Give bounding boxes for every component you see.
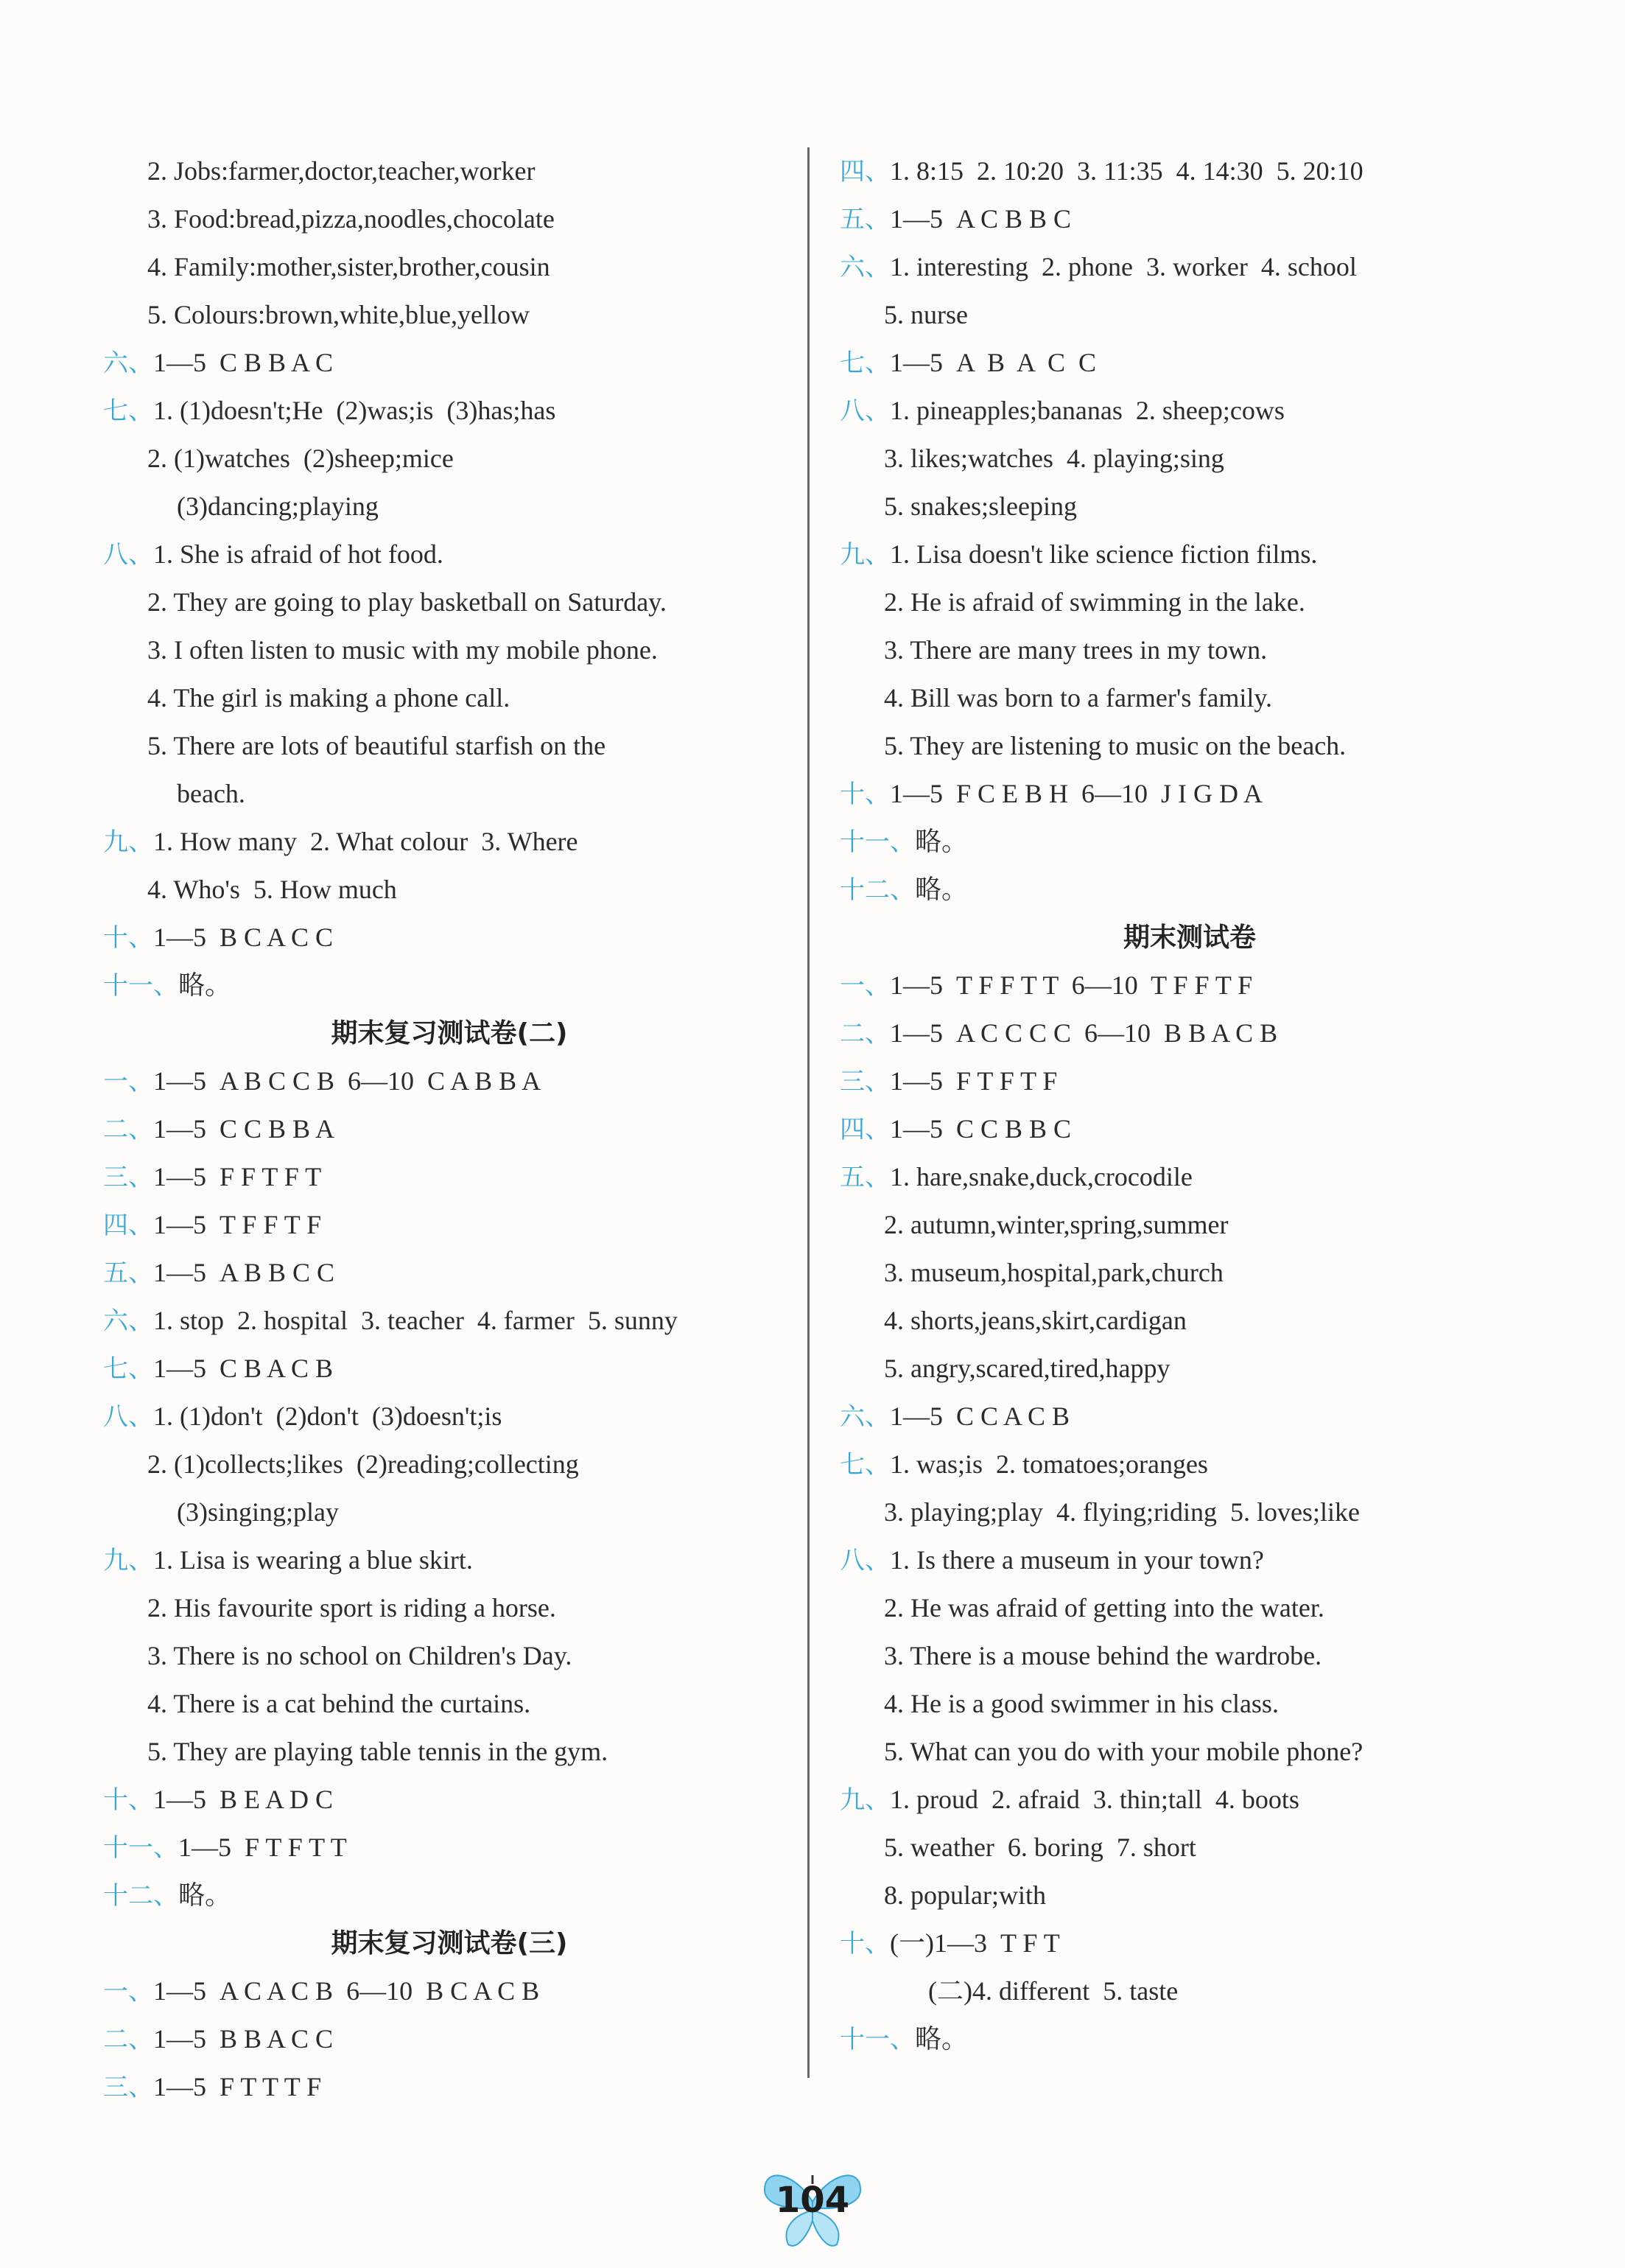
answer-text: 1—5 F T F T F — [890, 1066, 1058, 1096]
question-number: 十、 — [840, 780, 890, 809]
answer-continuation-line — [840, 626, 1540, 674]
answer-text: 1—5 F C E B H 6—10 J I G D A — [890, 779, 1263, 808]
answer-continuation-line — [840, 1632, 1540, 1680]
answer-text: 4. There is a cat behind the curtains. — [147, 1689, 531, 1718]
question-number: 九、 — [840, 1785, 890, 1815]
question-number: 三、 — [103, 1163, 153, 1192]
answer-continuation-line — [103, 291, 796, 339]
answer-text: 4. shorts,jeans,skirt,cardigan — [884, 1306, 1187, 1335]
question-number: 一、 — [840, 971, 890, 1001]
answer-text: 略。 — [915, 2024, 969, 2054]
question-answer-line — [840, 962, 1540, 1009]
answer-text: 8. popular;with — [884, 1880, 1046, 1910]
question-answer-line — [103, 962, 796, 1009]
answer-text: 4. He is a good swimmer in his class. — [884, 1689, 1279, 1718]
question-number: 六、 — [103, 349, 153, 378]
answer-text: 3. There are many trees in my town. — [884, 635, 1268, 665]
answer-text: beach. — [177, 779, 245, 808]
answer-text: 3. playing;play 4. flying;riding 5. loves;like — [884, 1497, 1360, 1527]
answer-continuation-line — [103, 866, 796, 914]
answer-text: (3)singing;play — [177, 1497, 339, 1527]
question-number: 七、 — [840, 349, 890, 378]
question-number: 八、 — [103, 540, 153, 570]
answer-continuation-line — [103, 722, 796, 770]
question-answer-line — [840, 1536, 1540, 1584]
answer-continuation-line — [103, 147, 796, 195]
answer-text: 1—5 C B B A C — [153, 348, 334, 377]
question-number: 十一、 — [103, 971, 178, 1001]
answer-continuation-line — [840, 1728, 1540, 1776]
question-answer-line — [840, 1009, 1540, 1057]
question-answer-line — [103, 1824, 796, 1872]
answer-text: 4. Family:mother,sister,brother,cousin — [147, 252, 550, 281]
question-number: 二、 — [103, 1115, 153, 1144]
answer-continuation-line — [103, 1632, 796, 1680]
answer-text: 1—5 B E A D C — [153, 1785, 334, 1814]
answer-text: 2. autumn,winter,spring,summer — [884, 1210, 1229, 1239]
question-number: 五、 — [840, 1163, 890, 1192]
answer-text: 1—5 C C B B A — [153, 1114, 335, 1144]
question-number: 七、 — [840, 1450, 890, 1480]
answer-text: 3. There is no school on Children's Day. — [147, 1641, 572, 1670]
question-number: 九、 — [103, 827, 153, 857]
answer-text: 1. was;is 2. tomatoes;oranges — [890, 1449, 1208, 1479]
question-number: 六、 — [840, 253, 890, 282]
answer-text: 2. His favourite sport is riding a horse. — [147, 1593, 556, 1623]
question-number: 四、 — [840, 157, 890, 186]
question-answer-line — [840, 1393, 1540, 1441]
question-answer-line — [840, 531, 1540, 578]
answer-text: 略。 — [915, 875, 969, 904]
answer-text: 1. How many 2. What colour 3. Where — [153, 827, 578, 856]
answer-text: 2. (1)watches (2)sheep;mice — [147, 444, 454, 473]
answer-continuation-line — [103, 195, 796, 243]
answer-text: 5. They are listening to music on the beach. — [884, 731, 1347, 760]
question-answer-line — [103, 1153, 796, 1201]
question-answer-line — [103, 1872, 796, 1919]
answer-continuation-line — [840, 722, 1540, 770]
question-answer-line — [103, 1201, 796, 1249]
answer-continuation-line — [103, 674, 796, 722]
answer-text: 1. stop 2. hospital 3. teacher 4. farmer 5. sunny — [153, 1306, 678, 1335]
question-answer-line — [103, 1057, 796, 1105]
question-answer-line — [840, 1919, 1540, 1967]
answer-text: 1—5 T F F T F — [153, 1210, 322, 1239]
answer-continuation-line — [840, 1824, 1540, 1872]
answer-text: 1—5 A C B B C — [890, 204, 1072, 234]
question-number: 八、 — [840, 396, 890, 426]
section-heading: 期末复习测试卷(三) — [331, 1928, 568, 1959]
question-number: 十二、 — [840, 875, 915, 905]
answer-text: 1. She is afraid of hot food. — [153, 539, 443, 569]
question-number: 五、 — [840, 205, 890, 234]
question-number: 三、 — [840, 1067, 890, 1096]
answer-text: 2. He was afraid of getting into the water. — [884, 1593, 1324, 1623]
section-heading: 期末测试卷 — [1123, 923, 1256, 953]
answer-continuation-line — [103, 1584, 796, 1632]
answer-text: 3. Food:bread,pizza,noodles,chocolate — [147, 204, 555, 234]
answer-text: (一)1—3 T F T — [890, 1928, 1060, 1958]
answer-text: 1. proud 2. afraid 3. thin;tall 4. boots — [890, 1785, 1299, 1814]
question-number: 七、 — [103, 1354, 153, 1384]
question-number: 八、 — [840, 1546, 890, 1575]
question-answer-line — [840, 1057, 1540, 1105]
answer-text: 5. angry,scared,tired,happy — [884, 1354, 1171, 1383]
answer-text: 1. Is there a museum in your town? — [890, 1545, 1264, 1575]
answer-text: 1—5 F T F T T — [178, 1833, 347, 1862]
answer-continuation-line — [840, 291, 1540, 339]
answer-continuation-line — [840, 1488, 1540, 1536]
question-answer-line — [103, 1776, 796, 1824]
question-answer-line — [103, 1105, 796, 1153]
answer-text: 5. They are playing table tennis in the gym. — [147, 1737, 608, 1766]
question-answer-line — [103, 1967, 796, 2015]
question-answer-line — [103, 2063, 796, 2111]
answer-continuation-line — [840, 1967, 1540, 2015]
answer-continuation-line — [103, 1680, 796, 1728]
question-number: 六、 — [103, 1306, 153, 1336]
question-number: 十、 — [103, 1785, 153, 1815]
answer-text: 略。 — [178, 970, 232, 1000]
answer-continuation-line — [840, 674, 1540, 722]
answer-text: 3. likes;watches 4. playing;sing — [884, 444, 1224, 473]
question-answer-line — [840, 339, 1540, 387]
answer-text: 1—5 A B A C C — [890, 348, 1097, 377]
answer-continuation-line — [840, 1201, 1540, 1249]
question-answer-line — [103, 818, 796, 866]
question-number: 十、 — [103, 923, 153, 953]
answer-text: 1. pineapples;bananas 2. sheep;cows — [890, 396, 1285, 425]
question-number: 四、 — [840, 1115, 890, 1144]
answer-continuation-line — [840, 1249, 1540, 1297]
question-number: 二、 — [840, 1019, 890, 1049]
question-answer-line — [840, 147, 1540, 195]
question-number: 十一、 — [103, 1833, 178, 1863]
question-answer-line — [103, 914, 796, 962]
question-number: 二、 — [103, 2025, 153, 2054]
question-answer-line — [103, 1345, 796, 1393]
answer-text: 1—5 C B A C B — [153, 1354, 334, 1383]
question-number: 十二、 — [103, 1881, 178, 1911]
question-number: 十、 — [840, 1929, 890, 1959]
answer-text: 1. Lisa is wearing a blue skirt. — [153, 1545, 473, 1575]
answer-continuation-line — [840, 435, 1540, 483]
answer-continuation-line — [103, 1488, 796, 1536]
answer-continuation-line — [103, 578, 796, 626]
column-divider — [807, 147, 810, 2078]
answer-text: 5. snakes;sleeping — [884, 491, 1077, 521]
question-answer-line — [103, 2015, 796, 2063]
answer-text: (3)dancing;playing — [177, 491, 379, 521]
page-number: 104 — [775, 2180, 850, 2221]
answer-continuation-line — [840, 1297, 1540, 1345]
question-number: 四、 — [103, 1211, 153, 1240]
answer-text: 1. hare,snake,duck,crocodile — [890, 1162, 1193, 1191]
answer-text: 4. Bill was born to a farmer's family. — [884, 683, 1273, 713]
question-number: 九、 — [103, 1546, 153, 1575]
answer-text: 1. 8:15 2. 10:20 3. 11:35 4. 14:30 5. 20:10 — [890, 156, 1363, 186]
question-number: 六、 — [840, 1402, 890, 1432]
answer-text: 5. Colours:brown,white,blue,yellow — [147, 300, 530, 329]
answer-text: 1. interesting 2. phone 3. worker 4. school — [890, 252, 1357, 281]
question-answer-line — [840, 1776, 1540, 1824]
answer-text: 1. (1)doesn't;He (2)was;is (3)has;has — [153, 396, 556, 425]
answer-continuation-line — [103, 770, 796, 818]
answer-text: 1—5 B B A C C — [153, 2024, 334, 2054]
section-heading: 期末复习测试卷(二) — [331, 1018, 568, 1049]
answer-text: 1—5 F F T F T — [153, 1162, 322, 1191]
answer-text: 1—5 A B B C C — [153, 1258, 335, 1287]
answer-text: 1. Lisa doesn't like science fiction films. — [890, 539, 1318, 569]
right-column — [840, 147, 1540, 2063]
answer-continuation-line — [840, 578, 1540, 626]
question-number: 十一、 — [840, 2025, 915, 2054]
question-answer-line — [840, 866, 1540, 914]
answer-text: 3. museum,hospital,park,church — [884, 1258, 1224, 1287]
answer-text: 5. nurse — [884, 300, 968, 329]
question-number: 九、 — [840, 540, 890, 570]
answer-continuation-line — [840, 1584, 1540, 1632]
answer-text: 5. What can you do with your mobile phone? — [884, 1737, 1363, 1766]
question-answer-line — [103, 1297, 796, 1345]
question-answer-line — [840, 243, 1540, 291]
answer-text: 4. The girl is making a phone call. — [147, 683, 510, 713]
answer-continuation-line — [103, 1441, 796, 1488]
question-number: 十一、 — [840, 827, 915, 857]
question-answer-line — [103, 531, 796, 578]
answer-text: 3. There is a mouse behind the wardrobe. — [884, 1641, 1322, 1670]
answer-continuation-line — [103, 483, 796, 531]
question-number: 一、 — [103, 1977, 153, 2006]
question-number: 八、 — [103, 1402, 153, 1432]
answer-text: (二)4. different 5. taste — [928, 1976, 1179, 2006]
question-number: 三、 — [103, 2073, 153, 2102]
question-answer-line — [103, 1393, 796, 1441]
question-answer-line — [103, 1249, 796, 1297]
answer-continuation-line — [840, 483, 1540, 531]
question-answer-line — [840, 387, 1540, 435]
answer-text: 1. (1)don't (2)don't (3)doesn't;is — [153, 1401, 502, 1431]
answer-continuation-line — [103, 1728, 796, 1776]
question-answer-line — [840, 770, 1540, 818]
question-answer-line — [840, 1153, 1540, 1201]
answer-text: 1—5 A C A C B 6—10 B C A C B — [153, 1976, 540, 2006]
answer-text: 略。 — [178, 1880, 232, 1910]
question-answer-line — [840, 1105, 1540, 1153]
answer-text: 略。 — [915, 827, 969, 856]
answer-text: 2. (1)collects;likes (2)reading;collecting — [147, 1449, 579, 1479]
question-answer-line — [103, 1536, 796, 1584]
answer-text: 5. There are lots of beautiful starfish on the — [147, 731, 606, 760]
answer-text: 2. Jobs:farmer,doctor,teacher,worker — [147, 156, 536, 186]
answer-text: 1—5 C C B B C — [890, 1114, 1072, 1144]
answer-continuation-line — [103, 626, 796, 674]
answer-text: 1—5 C C A C B — [890, 1401, 1070, 1431]
answer-continuation-line — [840, 1345, 1540, 1393]
question-answer-line — [103, 339, 796, 387]
question-number: 五、 — [103, 1259, 153, 1288]
answer-text: 1—5 T F F T T 6—10 T F F T F — [890, 970, 1253, 1000]
answer-text: 2. He is afraid of swimming in the lake. — [884, 587, 1305, 617]
left-column — [103, 147, 796, 2111]
answer-text: 4. Who's 5. How much — [147, 875, 397, 904]
answer-text: 2. They are going to play basketball on Saturday. — [147, 587, 667, 617]
answer-continuation-line — [103, 243, 796, 291]
answer-text: 5. weather 6. boring 7. short — [884, 1833, 1196, 1862]
question-number: 七、 — [103, 396, 153, 426]
page-footer — [759, 2159, 866, 2255]
answer-text: 1—5 B C A C C — [153, 923, 334, 952]
question-answer-line — [103, 387, 796, 435]
answer-text: 1—5 A C C C C 6—10 B B A C B — [890, 1018, 1278, 1048]
answer-text: 3. I often listen to music with my mobile phone. — [147, 635, 658, 665]
answer-text: 1—5 A B C C B 6—10 C A B B A — [153, 1066, 541, 1096]
answer-continuation-line — [103, 435, 796, 483]
answer-text: 1—5 F T T T F — [153, 2072, 322, 2101]
question-answer-line — [840, 2015, 1540, 2063]
question-number: 一、 — [103, 1067, 153, 1096]
question-answer-line — [840, 1441, 1540, 1488]
answer-continuation-line — [840, 1872, 1540, 1919]
question-answer-line — [840, 195, 1540, 243]
question-answer-line — [840, 818, 1540, 866]
answer-continuation-line — [840, 1680, 1540, 1728]
